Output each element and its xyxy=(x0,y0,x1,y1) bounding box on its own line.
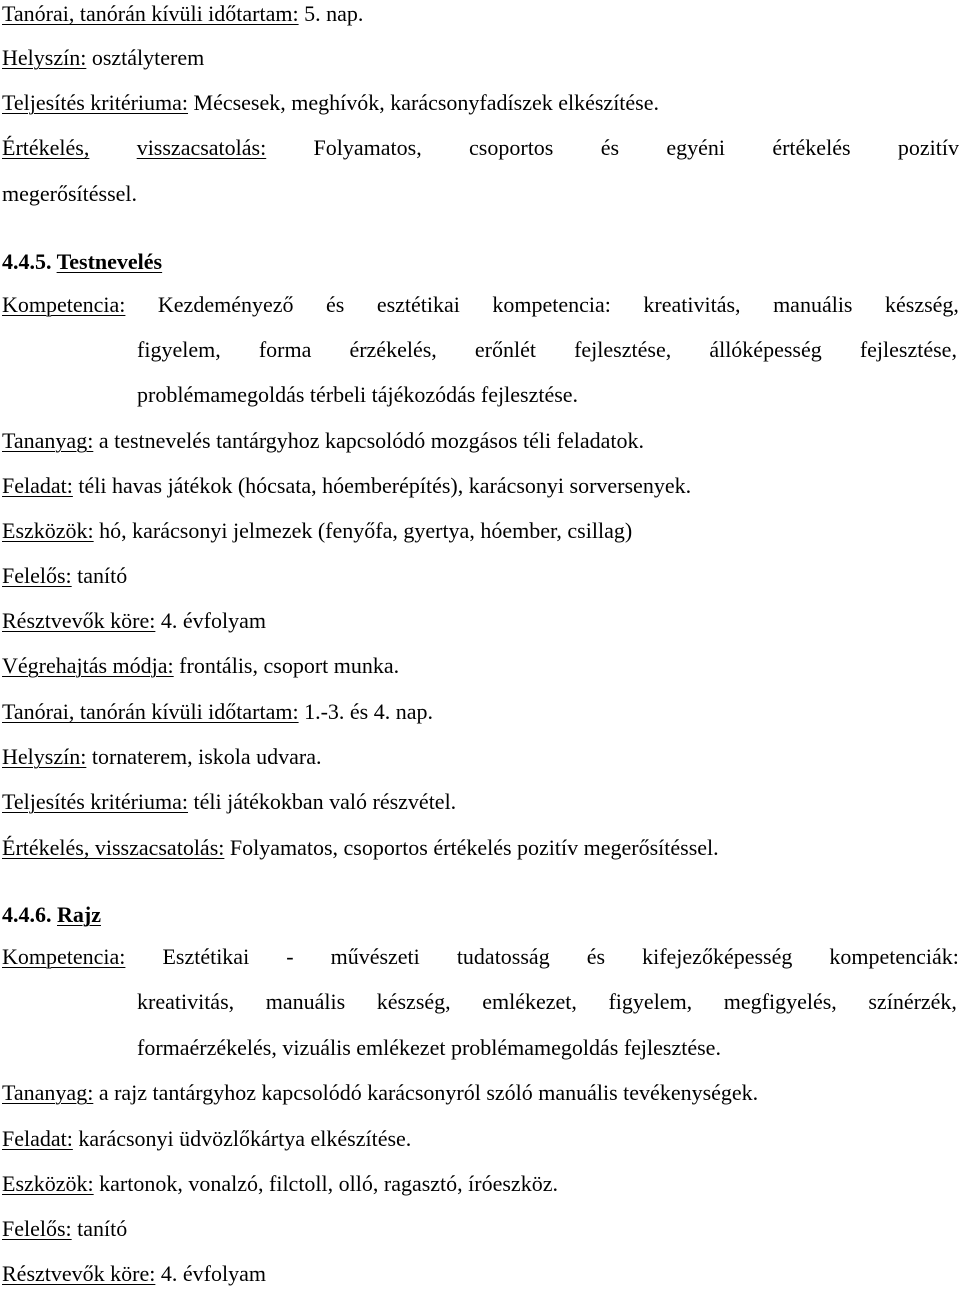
idotartam-label: Tanórai, tanórán kívüli időtartam: xyxy=(2,1,299,26)
vegrehajtas-line xyxy=(2,652,399,680)
kompetencia-word: és xyxy=(586,944,606,969)
kompetencia-word: kifejezőképesség xyxy=(642,944,793,969)
vegrehajtas-label: Végrehajtás módja: xyxy=(2,653,174,678)
resztvevok-line xyxy=(2,1260,266,1288)
ertekeles-label: Értékelés, visszacsatolás: xyxy=(2,835,225,860)
kompetencia-word: Kezdeményező xyxy=(157,292,294,317)
kompetencia-word: tudatosság xyxy=(456,944,550,969)
kompetencia-word: forma xyxy=(258,337,312,362)
section-title: Rajz xyxy=(57,902,101,927)
helyszin-line xyxy=(2,44,204,72)
teljesites-line xyxy=(2,788,456,816)
resztvevok-label: Résztvevők köre: xyxy=(2,608,156,633)
tananyag-label: Tananyag: xyxy=(2,428,94,453)
teljesites-line xyxy=(2,89,659,117)
resztvevok-value: 4. évfolyam xyxy=(155,1261,266,1286)
kompetencia-word: figyelem, xyxy=(608,989,693,1014)
felelos-label: Felelős: xyxy=(2,1216,72,1241)
kompetencia-word: művészeti xyxy=(330,944,420,969)
kompetencia-word: kreativitás, xyxy=(137,989,235,1014)
tananyag-label: Tananyag: xyxy=(2,1080,94,1105)
tananyag-value: a rajz tantárgyhoz kapcsolódó karácsonyról szóló manuális tevékenységek. xyxy=(93,1080,759,1105)
kompetencia-word: Esztétikai xyxy=(162,944,250,969)
kompetencia-word: fejlesztése, xyxy=(574,337,672,362)
kompetencia-word: készség, xyxy=(376,989,451,1014)
idotartam-line xyxy=(2,0,363,28)
eszkozok-label: Eszközök: xyxy=(2,518,94,543)
kompetencia-word: - xyxy=(286,944,294,969)
kompetencia-word: esztétikai xyxy=(376,292,460,317)
kompetencia-word: készség, xyxy=(885,292,959,317)
ertekeles-value: Folyamatos, csoportos értékelés pozitív megerősítéssel. xyxy=(224,835,719,860)
idotartam-line xyxy=(2,698,433,726)
kompetencia-line-3: formaérzékelés, vizuális emlékezet problémamegoldás fejlesztése. xyxy=(137,1035,721,1060)
ertekeles-label-word-1: Értékelés, xyxy=(2,135,90,160)
resztvevok-line xyxy=(2,607,266,635)
kompetencia-word: erőnlét xyxy=(474,337,536,362)
kompetencia-label: Kompetencia: xyxy=(2,944,126,969)
resztvevok-label: Résztvevők köre: xyxy=(2,1261,156,1286)
kompetencia-word: emlékezet, xyxy=(482,989,577,1014)
kompetencia-line-1 xyxy=(2,291,959,319)
kompetencia-word: színérzék, xyxy=(868,989,957,1014)
eszkozok-line xyxy=(2,1170,558,1198)
eszkozok-line xyxy=(2,517,632,545)
ertekeles-word: egyéni xyxy=(666,135,726,160)
feladat-value: téli havas játékok (hócsata, hóemberépítés), karácsonyi sorversenyek. xyxy=(72,473,692,498)
kompetencia-line-2 xyxy=(137,336,957,364)
ertekeles-line xyxy=(2,134,959,162)
feladat-value: karácsonyi üdvözlőkártya elkészítése. xyxy=(72,1126,412,1151)
section-number: 4.4.6. xyxy=(2,902,52,927)
teljesites-value: Mécsesek, meghívók, karácsonyfadíszek elkészítése. xyxy=(188,90,660,115)
resztvevok-value: 4. évfolyam xyxy=(155,608,266,633)
kompetencia-word: manuális xyxy=(773,292,853,317)
kompetencia-label: Kompetencia: xyxy=(2,292,126,317)
vegrehajtas-value: frontális, csoport munka. xyxy=(173,653,400,678)
section-number: 4.4.5. xyxy=(2,249,52,274)
ertekeles-continuation: megerősítéssel. xyxy=(2,181,138,206)
kompetencia-word: megfigyelés, xyxy=(723,989,837,1014)
section-heading-rajz xyxy=(2,901,101,929)
kompetencia-word: manuális xyxy=(265,989,346,1014)
helyszin-label: Helyszín: xyxy=(2,744,87,769)
eszkozok-value: kartonok, vonalzó, filctoll, olló, ragasztó, íróeszköz. xyxy=(93,1171,558,1196)
kompetencia-line-1 xyxy=(2,943,959,971)
kompetencia-word: figyelem, xyxy=(137,337,221,362)
eszkozok-value: hó, karácsonyi jelmezek (fenyőfa, gyertya, hóember, csillag) xyxy=(93,518,633,543)
kompetencia-word: kompetenciák: xyxy=(829,944,959,969)
teljesites-label: Teljesítés kritériuma: xyxy=(2,789,189,814)
felelos-label: Felelős: xyxy=(2,563,72,588)
teljesites-value: téli játékokban való részvétel. xyxy=(188,789,457,814)
section-heading-testneveles xyxy=(2,248,162,276)
helyszin-value: tornaterem, iskola udvara. xyxy=(86,744,322,769)
idotartam-value: 5. nap. xyxy=(298,1,364,26)
idotartam-label: Tanórai, tanórán kívüli időtartam: xyxy=(2,699,299,724)
felelos-value: tanító xyxy=(71,563,128,588)
ertekeles-line xyxy=(2,834,719,862)
ertekeles-word: Folyamatos, xyxy=(313,135,422,160)
helyszin-value: osztályterem xyxy=(86,45,205,70)
kompetencia-word: fejlesztése, xyxy=(859,337,957,362)
tananyag-line xyxy=(2,427,644,455)
helyszin-line xyxy=(2,743,322,771)
ertekeles-word: értékelés xyxy=(772,135,851,160)
kompetencia-word: és xyxy=(326,292,345,317)
felelos-line xyxy=(2,562,127,590)
eszkozok-label: Eszközök: xyxy=(2,1171,94,1196)
ertekeles-word: pozitív xyxy=(897,135,959,160)
felelos-value: tanító xyxy=(71,1216,128,1241)
helyszin-label: Helyszín: xyxy=(2,45,87,70)
ertekeles-word: és xyxy=(600,135,620,160)
feladat-line xyxy=(2,1125,411,1153)
feladat-label: Feladat: xyxy=(2,1126,73,1151)
kompetencia-word: állóképesség xyxy=(709,337,822,362)
kompetencia-line-3: problémamegoldás térbeli tájékozódás fejlesztése. xyxy=(137,382,579,407)
idotartam-value: 1.-3. és 4. nap. xyxy=(298,699,434,724)
section-title: Testnevelés xyxy=(56,249,163,274)
feladat-line xyxy=(2,472,691,500)
feladat-label: Feladat: xyxy=(2,473,73,498)
tananyag-value: a testnevelés tantárgyhoz kapcsolódó mozgásos téli feladatok. xyxy=(93,428,644,453)
kompetencia-line-2 xyxy=(137,988,957,1016)
tananyag-line xyxy=(2,1079,758,1107)
kompetencia-word: kreativitás, xyxy=(643,292,741,317)
kompetencia-word: érzékelés, xyxy=(349,337,437,362)
felelos-line xyxy=(2,1215,127,1243)
kompetencia-word: kompetencia: xyxy=(492,292,611,317)
teljesites-label: Teljesítés kritériuma: xyxy=(2,90,189,115)
ertekeles-word: csoportos xyxy=(469,135,554,160)
ertekeles-label-word-2: visszacsatolás: xyxy=(136,135,267,160)
